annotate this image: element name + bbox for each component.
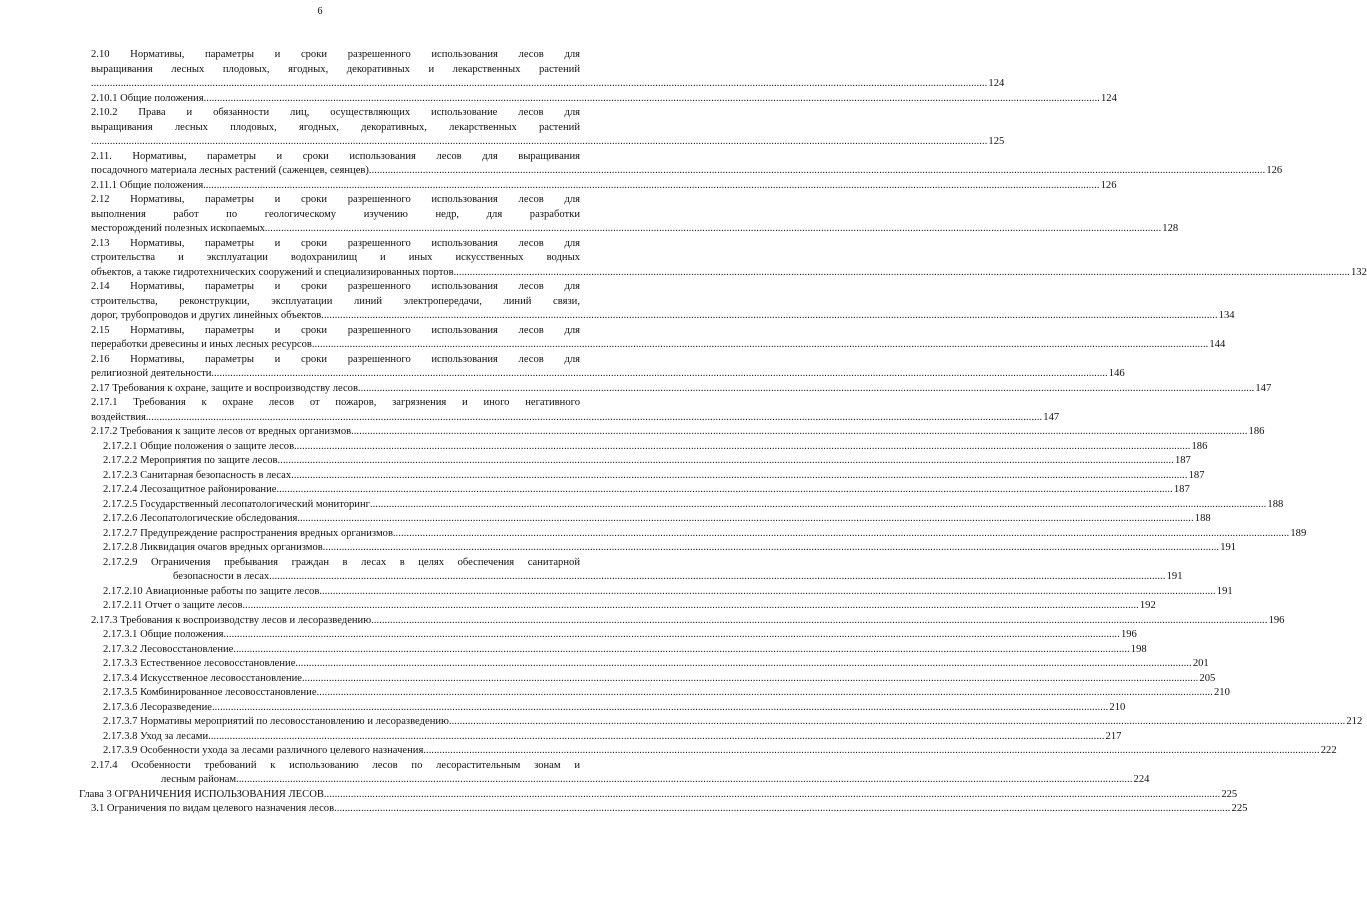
- toc-entry[interactable]: [91, 802, 1248, 817]
- toc-entry-text: месторождений полезных ископаемых: [91, 223, 265, 234]
- toc-page-number: 186: [1248, 426, 1265, 437]
- toc-entry-text: выращивания лесных плодовых, ягодных, декоративных, лекарственных растений: [91, 121, 580, 133]
- toc-entry-text: 2.17.2.8 Ликвидация очагов вредных организмов: [103, 542, 323, 553]
- toc-entry[interactable]: [103, 643, 1147, 658]
- dot-leader: [91, 77, 987, 92]
- toc-page-number: 124: [1101, 92, 1117, 104]
- toc-entry-text: выполнения работ по геологическому изучению недр, для разработки: [91, 208, 580, 220]
- toc-entry[interactable]: [103, 599, 1156, 614]
- dot-leader: [91, 135, 987, 150]
- toc-entry-text: строительства и эксплуатации водохранилищ и иных искусственных водных: [91, 252, 580, 263]
- dot-leader: [351, 425, 1247, 440]
- toc-entry[interactable]: [103, 628, 1137, 643]
- dot-leader: [242, 599, 1138, 614]
- dot-leader: [211, 367, 1107, 382]
- toc-entry-text: 2.17.3.6 Лесоразведение: [103, 701, 212, 713]
- toc-page-number: 188: [1194, 513, 1211, 524]
- toc-entry[interactable]: [91, 193, 1179, 237]
- toc-entry[interactable]: [103, 715, 1363, 730]
- dot-leader: [236, 773, 1132, 788]
- toc-entry[interactable]: [91, 353, 1125, 382]
- dot-leader: [233, 643, 1129, 658]
- toc-page-number: 128: [1162, 223, 1179, 234]
- toc-entry-text: переработки древесины и иных лесных ресурсов: [91, 339, 312, 350]
- dot-leader: [204, 92, 1100, 107]
- toc-entry-text: 2.17.2.6 Лесопатологические обследования: [103, 513, 298, 524]
- toc-page-number: 132: [1351, 266, 1367, 278]
- toc-page-number: 126: [1266, 165, 1283, 176]
- toc-entry-text: выращивания лесных плодовых, ягодных, декоративных и лекарственных растений: [91, 63, 580, 75]
- toc-entry[interactable]: [91, 150, 1283, 179]
- toc-entry[interactable]: [103, 672, 1216, 687]
- toc-entry[interactable]: [91, 280, 1235, 324]
- toc-entry[interactable]: [91, 614, 1285, 629]
- toc-entry-text: 2.17.3.2 Лесовосстановление: [103, 643, 234, 655]
- toc-entry[interactable]: [103, 483, 1190, 498]
- toc-page-number: 192: [1139, 600, 1156, 611]
- dot-leader: [294, 440, 1190, 455]
- toc-entry-text: 2.11. Нормативы, параметры и сроки использования лесов для выращивания: [91, 150, 580, 162]
- toc-entry-text: религиозной деятельности: [91, 368, 212, 379]
- dot-leader: [371, 614, 1267, 629]
- dot-leader: [423, 744, 1319, 759]
- toc-entry[interactable]: [91, 759, 1150, 788]
- dot-leader: [208, 730, 1104, 745]
- toc-entry[interactable]: [103, 744, 1337, 759]
- toc-page-number: 198: [1130, 643, 1147, 655]
- toc-page-number: 191: [1166, 571, 1183, 582]
- toc-entry-text: 2.17.2.3 Санитарная безопасность в лесах: [103, 469, 292, 481]
- toc-entry-text: 2.17.2.7 Предупреждение распространения вредных организмов: [103, 527, 393, 539]
- toc-entry[interactable]: [91, 425, 1265, 440]
- toc-entry[interactable]: [91, 237, 1367, 281]
- toc-entry[interactable]: [91, 92, 1117, 107]
- toc-entry-text: дорог, трубопроводов и других линейных объектов: [91, 310, 322, 321]
- toc-page-number: 210: [1109, 701, 1126, 713]
- toc-entry-text: 2.16 Нормативы, параметры и сроки разрешенного использования лесов для: [91, 353, 580, 365]
- dot-leader: [370, 498, 1266, 513]
- toc-entry-text: строительства, реконструкции, эксплуатации линий электропередачи, линий связи,: [91, 295, 580, 307]
- dot-leader: [449, 715, 1345, 730]
- toc-page-number: 187: [1174, 455, 1191, 466]
- toc-page-number: 201: [1192, 658, 1209, 669]
- toc-entry-text: 2.17.3.4 Искусственное лесовосстановление: [103, 672, 302, 684]
- toc-entry-text: лесным районам: [161, 774, 237, 785]
- dot-leader: [358, 382, 1254, 397]
- toc-entry[interactable]: [103, 730, 1122, 745]
- toc-entry-text: 2.10 Нормативы, параметры и сроки разрешенного использования лесов для: [91, 49, 580, 60]
- dot-leader: [146, 411, 1042, 426]
- toc-entry-text: 2.10.2 Права и обязанности лиц, осуществляющих использование лесов для: [91, 107, 580, 118]
- toc-entry-text: 2.17.3.8 Уход за лесами: [103, 730, 209, 742]
- toc-entry-text: 2.17.3.7 Нормативы мероприятий по лесовосстановлению и лесоразведению: [103, 716, 449, 727]
- toc-entry-text: 2.17 Требования к охране, защите и воспроизводству лесов: [91, 382, 358, 394]
- toc-entry[interactable]: [91, 396, 1060, 425]
- toc-entry[interactable]: [91, 324, 1226, 353]
- toc-page-number: 146: [1108, 368, 1125, 379]
- toc-entry[interactable]: [103, 585, 1233, 600]
- toc-entry-text: 2.15 Нормативы, параметры и сроки разрешенного использования лесов для: [91, 324, 580, 336]
- toc-entry[interactable]: [103, 701, 1126, 716]
- dot-leader: [276, 483, 1172, 498]
- toc-entry-text: 2.17.2.4 Лесозащитное районирование: [103, 484, 277, 495]
- dot-leader: [297, 512, 1193, 527]
- dot-leader: [393, 527, 1289, 542]
- toc-entry-text: 2.17.3.1 Общие положения: [103, 629, 224, 640]
- toc-entry-text: 2.17.3.5 Комбинированное лесовосстановление: [103, 687, 317, 698]
- dot-leader: [312, 338, 1208, 353]
- toc-entry[interactable]: [103, 657, 1209, 672]
- dot-leader: [265, 222, 1161, 237]
- toc-entry-text: 2.17.2.5 Государственный лесопатологический мониторинг: [103, 498, 370, 510]
- toc-entry[interactable]: [103, 527, 1307, 542]
- toc-entry-text: 2.17.2 Требования к защите лесов от вредных организмов: [91, 426, 352, 437]
- dot-leader: [323, 541, 1219, 556]
- toc-page-number: 225: [1221, 788, 1238, 800]
- toc-entry[interactable]: [103, 556, 1183, 585]
- toc-entry-text: 2.17.2.1 Общие положения о защите лесов: [103, 440, 295, 452]
- toc-page-number: 186: [1191, 440, 1208, 452]
- toc-entry-text: 2.17.3.3 Естественное лесовосстановление: [103, 658, 296, 669]
- page-number: 6: [317, 6, 323, 17]
- toc-entry-text: безопасности в лесах: [173, 571, 270, 582]
- toc-entry-text: 2.17.2.10 Авиационные работы по защите лесов: [103, 585, 320, 597]
- toc-page-number: 187: [1188, 469, 1205, 481]
- toc-entry[interactable]: [103, 469, 1205, 484]
- toc-entry-text: 2.17.1 Требования к охране лесов от пожаров, загрязнения и иного негативного: [91, 397, 580, 408]
- dot-leader: [224, 628, 1120, 643]
- toc-entry-text: 2.17.4 Особенности требований к использованию лесов по лесорастительным зонам и: [91, 759, 580, 771]
- dot-leader: [295, 657, 1191, 672]
- toc-entry[interactable]: [91, 106, 1005, 150]
- toc-entry[interactable]: [103, 440, 1208, 455]
- toc-page-number: 222: [1320, 745, 1337, 756]
- dot-leader: [369, 164, 1265, 179]
- toc-entry-text: объектов, а также гидротехнических сооружений и специализированных портов: [91, 266, 454, 278]
- toc-page-number: 147: [1043, 411, 1060, 423]
- toc-entry[interactable]: [79, 788, 1238, 803]
- toc-entry-text: 2.11.1 Общие положения: [91, 179, 204, 191]
- toc-page-number: 191: [1220, 542, 1237, 553]
- dot-leader: [291, 469, 1187, 484]
- toc-entry-text: 2.17.2.2 Мероприятия по защите лесов: [103, 455, 278, 466]
- toc-entry[interactable]: [103, 512, 1211, 527]
- toc-page-number: 126: [1100, 179, 1117, 191]
- toc-page-number: 187: [1173, 484, 1190, 495]
- toc-entry-text: 2.13 Нормативы, параметры и сроки разрешенного использования лесов для: [91, 237, 580, 249]
- toc-page-number: 210: [1213, 687, 1230, 698]
- dot-leader: [212, 701, 1108, 716]
- dot-leader: [324, 788, 1220, 803]
- toc-page-number: 189: [1290, 527, 1307, 539]
- toc-page-number: 196: [1120, 629, 1137, 640]
- toc-entry-text: 2.10.1 Общие положения: [91, 92, 204, 104]
- toc-entry[interactable]: [103, 541, 1237, 556]
- toc-entry-text: 2.17.3 Требования к воспроизводству лесов и лесоразведению: [91, 614, 372, 626]
- toc-entry[interactable]: [103, 454, 1191, 469]
- toc-page-number: 191: [1216, 585, 1233, 597]
- toc-entry[interactable]: [91, 382, 1272, 397]
- toc-page-number: 125: [988, 136, 1005, 147]
- toc-page-number: 188: [1267, 498, 1284, 510]
- toc-entry-text: Глава 3 ОГРАНИЧЕНИЯ ИСПОЛЬЗОВАНИЯ ЛЕСОВ: [79, 788, 324, 800]
- dot-leader: [321, 309, 1217, 324]
- toc-page-number: 212: [1346, 716, 1363, 727]
- dot-leader: [278, 454, 1174, 469]
- dot-leader: [203, 179, 1099, 194]
- dot-leader: [269, 570, 1165, 585]
- toc-entry-text: воздействия: [91, 411, 146, 423]
- toc-entry-text: 2.17.3.9 Особенности ухода за лесами различного целевого назначения: [103, 745, 424, 756]
- toc-entry-text: 2.17.2.9 Ограничения пребывания граждан в лесах в целях обеспечения санитарной: [103, 556, 580, 568]
- toc-page-number: 124: [988, 78, 1005, 89]
- dot-leader: [454, 266, 1350, 281]
- toc-page-number: 224: [1133, 774, 1150, 785]
- toc-entry-text: 2.12 Нормативы, параметры и сроки разрешенного использования лесов для: [91, 194, 580, 205]
- dot-leader: [317, 686, 1213, 701]
- toc-page-number: 205: [1199, 672, 1216, 684]
- toc-page-number: 134: [1218, 310, 1235, 321]
- toc-entry-text: 2.14 Нормативы, параметры и сроки разрешенного использования лесов для: [91, 281, 580, 292]
- toc-entry[interactable]: [103, 686, 1230, 701]
- toc-entry[interactable]: [91, 48, 1005, 92]
- toc-entry[interactable]: [91, 179, 1117, 194]
- toc-entry-text: посадочного материала лесных растений (саженцев, сеянцев): [91, 165, 369, 176]
- toc-page-number: 217: [1105, 730, 1122, 742]
- dot-leader: [302, 672, 1198, 687]
- toc-entry-text: 2.17.2.11 Отчет о защите лесов: [103, 600, 243, 611]
- toc-page-number: 144: [1209, 339, 1226, 350]
- dot-leader: [319, 585, 1215, 600]
- toc-page-number: 225: [1231, 803, 1248, 814]
- dot-leader: [334, 802, 1230, 817]
- toc-page-number: 196: [1268, 614, 1285, 626]
- toc-page-number: 147: [1255, 382, 1272, 394]
- toc-entry[interactable]: [103, 498, 1284, 513]
- toc-entry-text: 3.1 Ограничения по видам целевого назначения лесов: [91, 803, 335, 814]
